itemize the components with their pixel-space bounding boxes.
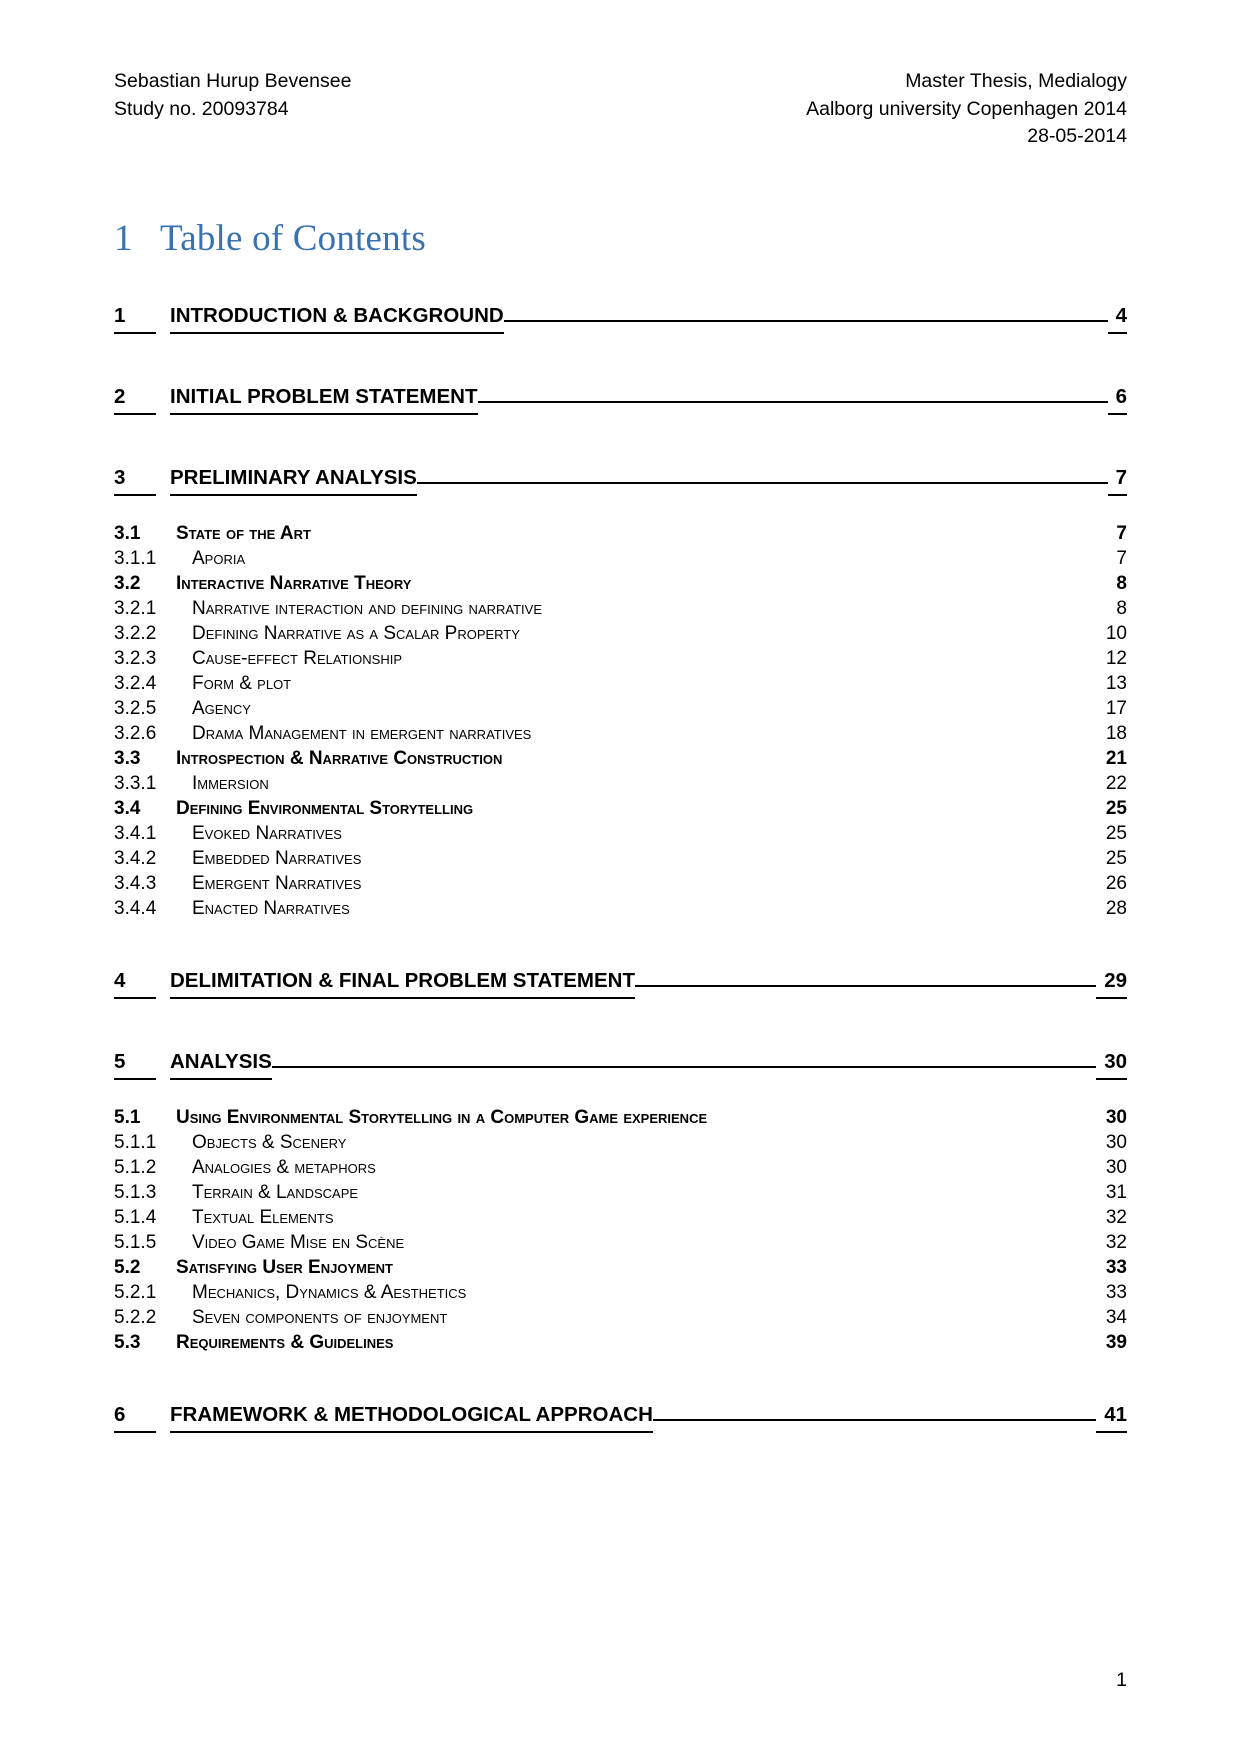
toc-entry-leader [504, 316, 1108, 322]
toc-entry-level-1[interactable] [114, 385, 1127, 418]
toc-entry-level-3[interactable] [114, 1182, 1127, 1205]
toc-entry-title: Using Environmental Storytelling in a Computer Game experience [176, 1107, 708, 1129]
toc-entry-level-2[interactable] [114, 573, 1127, 596]
toc-entry-gap [156, 983, 170, 987]
toc-entry-title: Drama Management in emergent narratives [192, 723, 532, 745]
toc-entry-title: PRELIMINARY ANALYSIS [170, 466, 417, 496]
toc-entry-leader [653, 1415, 1096, 1421]
toc-entry-number: 5 [114, 1050, 156, 1080]
toc-entry-number: 5.1.4 [114, 1207, 157, 1229]
toc-entry-page-number: 7 [1116, 523, 1127, 545]
toc-entry-page-number: 26 [1105, 873, 1127, 895]
toc-entry-number: 3.2.4 [114, 673, 157, 695]
toc-entry-number: 3.2.3 [114, 648, 157, 670]
toc-entry-level-3[interactable] [114, 823, 1127, 846]
toc-entry-page-number: 13 [1105, 673, 1127, 695]
toc-entry-number: 1 [114, 304, 156, 334]
header-institution: Aalborg university Copenhagen 2014 [806, 97, 1127, 120]
toc-entry-page-number: 25 [1105, 798, 1127, 820]
toc-entry-page-number: 39 [1105, 1332, 1127, 1354]
page-content [114, 0, 1127, 1436]
toc-entry-number: 3.2.6 [114, 723, 157, 745]
toc-entry-level-3[interactable] [114, 1132, 1127, 1155]
toc-entry-level-3[interactable] [114, 648, 1127, 671]
document-header [114, 0, 1127, 151]
toc-entry-title: Mechanics, Dynamics & Aesthetics [192, 1282, 467, 1304]
toc-entry-number: 3.1 [114, 523, 141, 545]
toc-entry-level-2[interactable] [114, 1107, 1127, 1130]
toc-entry-page-number: 25 [1105, 848, 1127, 870]
toc-entry-title: ANALYSIS [170, 1050, 272, 1080]
toc-entry-title: Defining Environmental Storytelling [176, 798, 474, 820]
toc-entry-number: 3.2.2 [114, 623, 157, 645]
toc-entry-page-number: 18 [1105, 723, 1127, 745]
toc-entry-number: 5.1.1 [114, 1132, 157, 1154]
toc-entry-level-3[interactable] [114, 1157, 1127, 1180]
toc-entry-page-number: 7 [1116, 548, 1127, 570]
toc-entry-page-number: 29 [1096, 969, 1127, 999]
toc-entry-gap [156, 318, 170, 322]
footer [114, 1669, 1127, 1692]
toc-entry-page-number: 41 [1096, 1403, 1127, 1433]
toc-entry-level-3[interactable] [114, 773, 1127, 796]
toc-entry-page-number: 33 [1105, 1257, 1127, 1279]
toc-entry-level-3[interactable] [114, 1282, 1127, 1305]
toc-entry-number: 5.1.5 [114, 1232, 157, 1254]
toc-spacer [114, 418, 1127, 440]
toc-entry-page-number: 17 [1105, 698, 1127, 720]
toc-entry-title: Agency [192, 698, 251, 720]
toc-entry-number: 3.2 [114, 573, 141, 595]
toc-entry-number: 5.2.2 [114, 1307, 157, 1329]
toc-entry-title: DELIMITATION & FINAL PROBLEM STATEMENT [170, 969, 635, 999]
toc-entry-title: Form & plot [192, 673, 292, 695]
footer-page-number: 1 [1116, 1669, 1127, 1691]
toc-spacer [114, 1083, 1127, 1105]
toc-entry-number: 5.2 [114, 1257, 141, 1279]
toc-entry-title: Evoked Narratives [192, 823, 342, 845]
toc-entry-level-2[interactable] [114, 1257, 1127, 1280]
toc-entry-title: Cause-effect Relationship [192, 648, 403, 670]
toc-entry-level-1[interactable] [114, 1403, 1127, 1436]
toc-entry-number: 5.1 [114, 1107, 141, 1129]
toc-spacer [114, 1002, 1127, 1024]
toc-entry-title: Introspection & Narrative Construction [176, 748, 503, 770]
toc-entry-number: 3.4.1 [114, 823, 157, 845]
table-of-contents-list [114, 304, 1127, 1436]
toc-entry-page-number: 8 [1116, 598, 1127, 620]
toc-entry-level-3[interactable] [114, 623, 1127, 646]
toc-entry-title: Embedded Narratives [192, 848, 362, 870]
toc-entry-number: 3.2.5 [114, 698, 157, 720]
toc-entry-title: Immersion [192, 773, 269, 795]
toc-entry-number: 4 [114, 969, 156, 999]
toc-entry-level-2[interactable] [114, 1332, 1127, 1355]
toc-entry-title: Emergent Narratives [192, 873, 362, 895]
toc-entry-level-3[interactable] [114, 1232, 1127, 1255]
toc-entry-page-number: 7 [1108, 466, 1127, 496]
toc-entry-gap [156, 399, 170, 403]
toc-entry-number: 5.1.2 [114, 1157, 157, 1179]
toc-entry-number: 5.1.3 [114, 1182, 157, 1204]
page-title-number: 1 [114, 218, 133, 260]
toc-entry-title: Seven components of enjoyment [192, 1307, 448, 1329]
toc-entry-title: Enacted Narratives [192, 898, 350, 920]
toc-entry-gap [156, 1417, 170, 1421]
toc-entry-number: 3.4.4 [114, 898, 157, 920]
toc-entry-title: Aporia [192, 548, 246, 570]
toc-entry-title: Objects & Scenery [192, 1132, 347, 1154]
toc-entry-title: INTRODUCTION & BACKGROUND [170, 304, 504, 334]
toc-entry-number: 2 [114, 385, 156, 415]
toc-entry-leader [272, 1062, 1096, 1068]
toc-entry-page-number: 31 [1105, 1182, 1127, 1204]
toc-entry-level-3[interactable] [114, 598, 1127, 621]
toc-entry-level-3[interactable] [114, 1307, 1127, 1330]
toc-entry-leader [417, 478, 1108, 484]
toc-entry-number: 3.4.3 [114, 873, 157, 895]
toc-entry-level-1[interactable] [114, 1050, 1127, 1083]
toc-entry-title: State of the Art [176, 523, 311, 545]
toc-entry-page-number: 21 [1105, 748, 1127, 770]
header-left-block [114, 68, 351, 123]
page-title [114, 151, 1127, 260]
toc-entry-page-number: 6 [1108, 385, 1127, 415]
toc-entry-level-1[interactable] [114, 466, 1127, 499]
toc-entry-leader [478, 397, 1108, 403]
toc-entry-leader [635, 981, 1096, 987]
toc-entry-page-number: 33 [1105, 1282, 1127, 1304]
toc-entry-page-number: 12 [1105, 648, 1127, 670]
toc-entry-title: Narrative interaction and defining narrative [192, 598, 542, 620]
toc-entry-title: Satisfying User Enjoyment [176, 1257, 393, 1279]
toc-entry-title: Textual Elements [192, 1207, 334, 1229]
header-study-number: Study no. 20093784 [114, 97, 289, 120]
toc-entry-page-number: 4 [1108, 304, 1127, 334]
toc-entry-number: 5.3 [114, 1332, 141, 1354]
header-date: 28-05-2014 [1027, 125, 1127, 148]
toc-entry-page-number: 10 [1105, 623, 1127, 645]
toc-spacer [114, 921, 1127, 943]
toc-entry-level-2[interactable] [114, 523, 1127, 546]
toc-entry-title: Requirements & Guidelines [176, 1332, 394, 1354]
toc-spacer [114, 337, 1127, 359]
toc-entry-level-3[interactable] [114, 898, 1127, 921]
toc-entry-page-number: 22 [1105, 773, 1127, 795]
toc-entry-number: 6 [114, 1403, 156, 1433]
toc-entry-page-number: 30 [1096, 1050, 1127, 1080]
toc-entry-title: INITIAL PROBLEM STATEMENT [170, 385, 478, 415]
header-author-name: Sebastian Hurup Bevensee [114, 70, 352, 92]
toc-entry-title: Interactive Narrative Theory [176, 573, 412, 595]
toc-entry-level-3[interactable] [114, 1207, 1127, 1230]
toc-spacer [114, 1355, 1127, 1377]
toc-entry-page-number: 28 [1105, 898, 1127, 920]
header-right-block [806, 68, 1127, 151]
toc-entry-number: 3 [114, 466, 156, 496]
toc-entry-page-number: 32 [1105, 1207, 1127, 1229]
toc-entry-number: 3.2.1 [114, 598, 157, 620]
page-title-text: Table of Contents [160, 218, 426, 260]
toc-entry-level-3[interactable] [114, 873, 1127, 896]
toc-entry-page-number: 32 [1105, 1232, 1127, 1254]
toc-spacer [114, 499, 1127, 521]
toc-entry-number: 3.4.2 [114, 848, 157, 870]
toc-entry-title: Defining Narrative as a Scalar Property [192, 623, 520, 645]
toc-entry-page-number: 30 [1105, 1157, 1127, 1179]
toc-entry-title: FRAMEWORK & METHODOLOGICAL APPROACH [170, 1403, 653, 1433]
toc-entry-title: Terrain & Landscape [192, 1182, 359, 1204]
toc-entry-level-3[interactable] [114, 673, 1127, 696]
toc-entry-number: 3.3.1 [114, 773, 157, 795]
toc-entry-page-number: 8 [1116, 573, 1127, 595]
header-thesis-type: Master Thesis, Medialogy [905, 70, 1127, 92]
toc-entry-number: 3.1.1 [114, 548, 157, 570]
toc-entry-level-3[interactable] [114, 848, 1127, 871]
toc-entry-number: 3.3 [114, 748, 141, 770]
toc-entry-level-2[interactable] [114, 748, 1127, 771]
toc-entry-gap [156, 1064, 170, 1068]
toc-entry-page-number: 30 [1105, 1132, 1127, 1154]
toc-entry-page-number: 30 [1105, 1107, 1127, 1129]
toc-entry-title: Analogies & metaphors [192, 1157, 376, 1179]
toc-entry-level-3[interactable] [114, 698, 1127, 721]
toc-entry-level-1[interactable] [114, 969, 1127, 1002]
toc-entry-number: 3.4 [114, 798, 141, 820]
toc-entry-level-2[interactable] [114, 798, 1127, 821]
toc-entry-level-1[interactable] [114, 304, 1127, 337]
toc-entry-title: Video Game Mise en Scène [192, 1232, 405, 1254]
toc-entry-level-3[interactable] [114, 548, 1127, 571]
toc-entry-number: 5.2.1 [114, 1282, 157, 1304]
toc-entry-level-3[interactable] [114, 723, 1127, 746]
toc-entry-page-number: 34 [1105, 1307, 1127, 1329]
toc-entry-gap [156, 480, 170, 484]
toc-entry-page-number: 25 [1105, 823, 1127, 845]
